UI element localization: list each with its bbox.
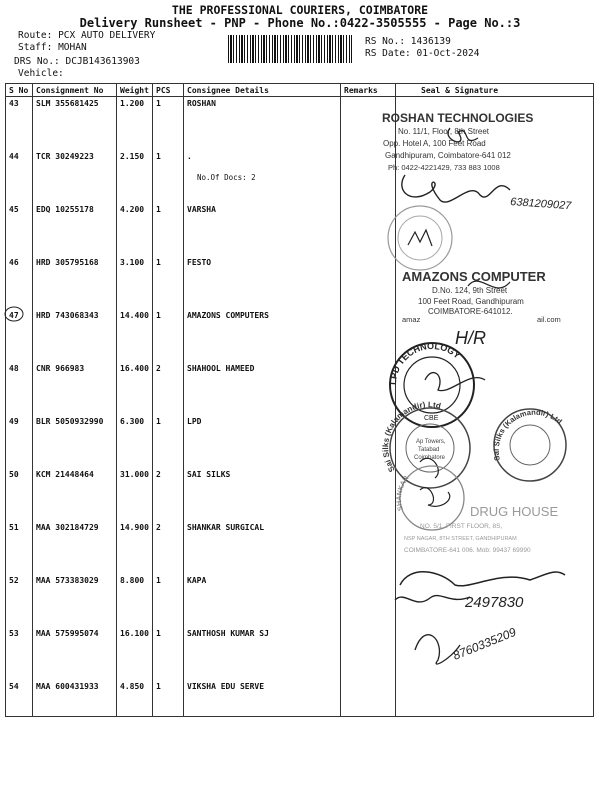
- route-label: Route:: [18, 30, 53, 41]
- pcs-text: 1: [156, 258, 161, 267]
- consignment-no-text: HRD 743068343: [36, 311, 99, 320]
- sno-text: 51: [9, 523, 19, 532]
- consignment-no-text: HRD 305795168: [36, 258, 99, 267]
- pcs-text: 1: [156, 205, 161, 214]
- consignment-no-text: MAA 573383029: [36, 576, 99, 585]
- staff-value: MOHAN: [58, 42, 87, 53]
- rs-no-value: 1436139: [410, 36, 451, 47]
- weight-text: 4.200: [120, 205, 145, 214]
- sno-text: 46: [9, 258, 19, 267]
- shankar-signature: [420, 488, 450, 507]
- amazons-stamp-name: AMAZONS COMPUTER: [402, 269, 546, 284]
- pcs-text: 1: [156, 152, 161, 161]
- santhosh-signature: [400, 572, 565, 586]
- staff-label: Staff:: [18, 42, 53, 53]
- sai-signature: [420, 458, 438, 478]
- docs-note: No.Of Docs: 2: [197, 173, 256, 182]
- consignee-text: SAI SILKS: [187, 470, 231, 479]
- col-header-consignment: Consignment No: [33, 84, 117, 97]
- consignee-text: KAPA: [187, 576, 207, 585]
- rs-date-label: RS Date:: [365, 48, 411, 59]
- pcs-text: 2: [156, 523, 161, 532]
- company-title: THE PROFESSIONAL COURIERS, COIMBATORE: [171, 3, 429, 17]
- sno-text: 54: [9, 682, 19, 691]
- route-value: PCX AUTO DELIVERY: [58, 30, 156, 41]
- festo-phone: 6381209027: [509, 196, 572, 213]
- consignment-no-text: MAA 302184729: [36, 523, 99, 532]
- pcs-text: 2: [156, 364, 161, 373]
- consignee-text: SANTHOSH KUMAR SJ: [187, 629, 269, 638]
- consignee-text: FESTO: [187, 258, 212, 267]
- consignment-no-text: TCR 30249223: [36, 152, 94, 161]
- drs-label: DRS No.:: [14, 56, 60, 67]
- roshan-stamp-line2: Opp. Hotel A, 100 Feet Road: [383, 139, 486, 148]
- weight-text: 2.150: [120, 152, 145, 161]
- sai-stamp-inner-a3: Coimbatore: [414, 455, 446, 461]
- roshan-stamp-name: ROSHAN TECHNOLOGIES: [382, 111, 534, 125]
- pcs-text: 2: [156, 470, 161, 479]
- sno-text: 50: [9, 470, 19, 479]
- sno-text: 47: [9, 311, 19, 320]
- weight-text: 3.100: [120, 258, 145, 267]
- consignee-text: ROSHAN: [187, 99, 216, 108]
- weight-text: 31.000: [120, 470, 149, 479]
- shankar-stamp-text: SHANKAR: [396, 475, 411, 512]
- weight-text: 16.400: [120, 364, 149, 373]
- weight-text: 14.900: [120, 523, 149, 532]
- sai-silks-stamp-b: [492, 408, 566, 481]
- consignee-text: VIKSHA EDU SERVE: [187, 682, 265, 691]
- col-header-weight: Weight: [117, 84, 153, 97]
- consignee-text: SHAHOOL HAMEED: [187, 364, 255, 373]
- sno-text: 43: [9, 99, 19, 108]
- drug-stamp-name: DRUG HOUSE: [470, 504, 559, 519]
- sno-text: 52: [9, 576, 19, 585]
- col-header-seal: Seal & Signature: [396, 84, 594, 97]
- sno-text: 48: [9, 364, 19, 373]
- consignment-no-text: KCM 21448464: [36, 470, 94, 479]
- sai-stamp-inner-a2: Tatabad: [418, 447, 440, 453]
- pcs-text: 1: [156, 417, 161, 426]
- sno-text: 49: [9, 417, 19, 426]
- drug-stamp-line2: NSP NAGAR, 8TH STREET, GANDHIPURAM: [404, 536, 517, 542]
- weight-text: 16.100: [120, 629, 149, 638]
- col-header-consignee: Consignee Details: [184, 84, 341, 97]
- pcs-text: 1: [156, 311, 161, 320]
- sai-stamp-inner-a1: Ap Towers,: [416, 439, 446, 445]
- col-header-pcs: PCS: [153, 84, 184, 97]
- viksha-number: 8760335209: [450, 624, 519, 663]
- pcs-text: 1: [156, 629, 161, 638]
- col-header-remarks: Remarks: [341, 84, 396, 97]
- amazons-stamp-line3: COIMBATORE-641012.: [428, 307, 513, 316]
- lpd-stamp-text: LPD TECHNOLOGY: [387, 340, 463, 386]
- weight-text: 8.800: [120, 576, 145, 585]
- amazons-stamp-email-a: amaz: [402, 315, 421, 324]
- amazons-stamp-line2: 100 Feet Road, Gandhipuram: [418, 297, 524, 306]
- weight-text: 6.300: [120, 417, 145, 426]
- consignment-no-text: MAA 600431933: [36, 682, 99, 691]
- drs-value: DCJB143613903: [65, 56, 140, 67]
- pcs-text: 1: [156, 576, 161, 585]
- consignment-no-text: SLM 355681425: [36, 99, 99, 108]
- amazons-stamp-line1: D.No. 124, 9th Street: [432, 286, 508, 295]
- consignee-text: VARSHA: [187, 205, 216, 214]
- pcs-text: 1: [156, 99, 161, 108]
- col-header-sno: S No: [6, 84, 33, 97]
- rs-no-label: RS No.:: [365, 36, 406, 47]
- hr-remark: H/R: [455, 328, 486, 348]
- amazons-stamp: [402, 269, 561, 324]
- consignment-no-text: BLR 5050932990: [36, 417, 104, 426]
- roshan-stamp-line1: No. 11/1, Floor, 8th Street: [398, 127, 490, 136]
- weight-text: 4.850: [120, 682, 145, 691]
- roshan-stamp-line3: Gandhipuram, Coimbatore-641 012: [385, 151, 511, 160]
- roshan-stamp-line4: Ph: 0422-4221429, 733 883 1008: [388, 163, 500, 172]
- sai-stamp-text-b: Sai Silks (Kalamandir) Ltd: [491, 407, 564, 462]
- shankar-stamp: [396, 466, 464, 530]
- weight-text: 1.200: [120, 99, 145, 108]
- consignee-text: .: [187, 152, 192, 161]
- weight-text: 14.400: [120, 311, 149, 320]
- consignment-no-text: MAA 575995074: [36, 629, 99, 638]
- drug-house-stamp: [404, 504, 558, 554]
- sno-text: 53: [9, 629, 19, 638]
- sno-48-circle: [5, 307, 23, 321]
- amazons-stamp-email-b: ail.com: [537, 315, 561, 324]
- sno-text: 44: [9, 152, 19, 161]
- runsheet-subtitle: Delivery Runsheet - PNP - Phone No.:0422-3505555 - Page No.:3: [79, 16, 521, 30]
- vehicle-label: Vehicle:: [18, 68, 64, 79]
- consignee-text: SHANKAR SURGICAL: [187, 523, 265, 532]
- rs-date-value: 01-Oct-2024: [416, 48, 480, 59]
- pcs-text: 1: [156, 682, 161, 691]
- drug-stamp-line3: COIMBATORE-641 006. Mob: 99437 69990: [404, 547, 531, 554]
- consignment-no-text: CNR 966983: [36, 364, 85, 373]
- sai-stamp-text-a: Sai Silks (Kalamandir) Ltd: [381, 400, 442, 474]
- varsha-signature: [402, 175, 510, 202]
- drug-stamp-line1: NO. 5/1, FIRST FLOOR, 8S,: [420, 523, 503, 530]
- festo-signature: [408, 230, 432, 246]
- consignment-no-text: EDQ 10255178: [36, 205, 94, 214]
- lpd-signature: [425, 373, 485, 391]
- consignee-text: AMAZONS COMPUTERS: [187, 311, 269, 320]
- sai-silks-stamp-a: [381, 400, 470, 488]
- santhosh-number: 2497830: [465, 594, 524, 611]
- sno-text: 45: [9, 205, 19, 214]
- lpd-stamp-city: CBE: [424, 415, 439, 422]
- consignee-text: LPD: [187, 417, 202, 426]
